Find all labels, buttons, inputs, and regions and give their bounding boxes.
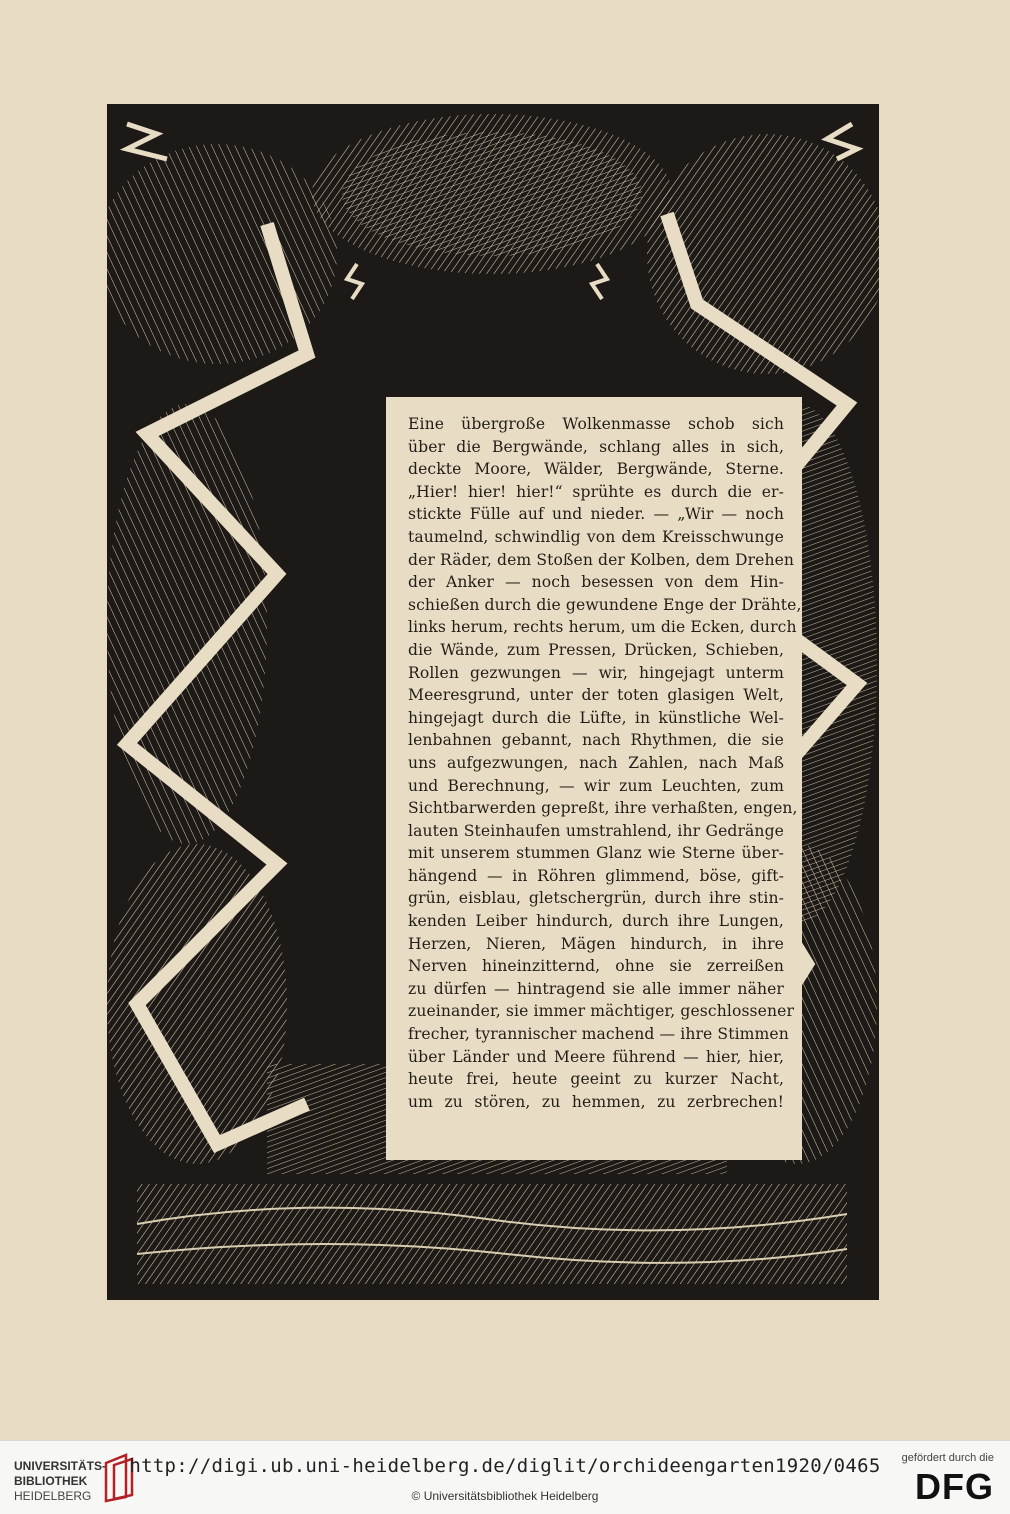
text-line: und Berechnung, — wir zum Leuchten, zum [408,776,784,795]
text-line: lauten Steinhaufen umstrahlend, ihr Gedränge [408,821,784,840]
text-line: grün, eisblau, gletschergrün, durch ihre stin- [408,889,784,908]
permalink-url[interactable]: http://digi.ub.uni-heidelberg.de/diglit/orchideengarten1920/0465 [129,1455,881,1477]
funding-note: gefördert durch die [901,1452,994,1464]
text-line: Rollen gezwungen — wir, hingejagt unterm [408,663,784,682]
text-line: zu dürfen — hintragend sie alle immer näher [408,979,784,998]
text-line: die Wände, zum Pressen, Drücken, Schieben, [408,640,784,659]
text-line: heute frei, heute geeint zu kurzer Nacht, [408,1070,784,1089]
text-line: Eine übergroße Wolkenmasse schob sich [408,415,784,433]
text-line: Nerven hineinzitternd, ohne sie zerreißen [408,957,784,976]
text-line: Herzen, Nieren, Mägen hindurch, in ihre [408,934,784,953]
woodcut-illustration [107,104,879,1300]
text-line: Sichtbarwerden gepreßt, ihre verhaßten, engen, [408,799,798,818]
text-line: frecher, tyrannischer machend — ihre Stimmen [408,1025,789,1044]
text-line: schießen durch die gewundene Enge der Drähte, [408,595,802,614]
text-line: links herum, rechts herum, um die Ecken, durch [408,618,797,637]
library-name-line: BIBLIOTHEK [14,1474,88,1488]
library-city: HEIDELBERG [14,1489,92,1503]
text-line: lenbahnen gebannt, nach Rhythmen, die sie [408,731,784,750]
text-line: Meeresgrund, unter der toten glasigen Welt, [408,686,784,705]
text-line: deckte Moore, Wälder, Bergwände, Sterne. [408,460,784,479]
text-line: zueinander, sie immer mächtiger, geschlossener [408,1002,794,1021]
copyright-notice: © Universitätsbibliothek Heidelberg [411,1489,599,1503]
text-line: der Anker — noch besessen von dem Hin- [408,573,784,592]
text-line: hängend — in Röhren glimmend, böse, gift- [408,866,784,885]
text-line: über die Bergwände, schlang alles in sich, [408,437,784,456]
library-name-line: UNIVERSITÄTS- [14,1459,107,1473]
text-line: mit unserem stummen Glanz wie Sterne über- [408,844,784,863]
text-line: um zu stören, zu hemmen, zu zerbrechen! [408,1092,784,1111]
text-line: „Hier! hier! hier!“ sprühte es durch die er- [408,482,784,501]
text-line: der Räder, dem Stoßen der Kolben, dem Drehen [408,550,795,569]
dfg-logo[interactable]: DFG [915,1466,994,1507]
text-line: stickte Fülle auf und nieder. — „Wir — noch [408,505,784,524]
text-line: hingejagt durch die Lüfte, in künstliche Wel- [408,708,784,727]
text-line: taumelnd, schwindlig von dem Kreisschwunge [408,527,784,546]
text-line: über Länder und Meere führend — hier, hier, [408,1047,784,1066]
viewer-footer [0,1440,1010,1514]
text-line: uns aufgezwungen, nach Zahlen, nach Maß [408,753,784,772]
text-panel [386,397,802,1160]
text-line: kenden Leiber hindurch, durch ihre Lungen, [408,912,784,931]
